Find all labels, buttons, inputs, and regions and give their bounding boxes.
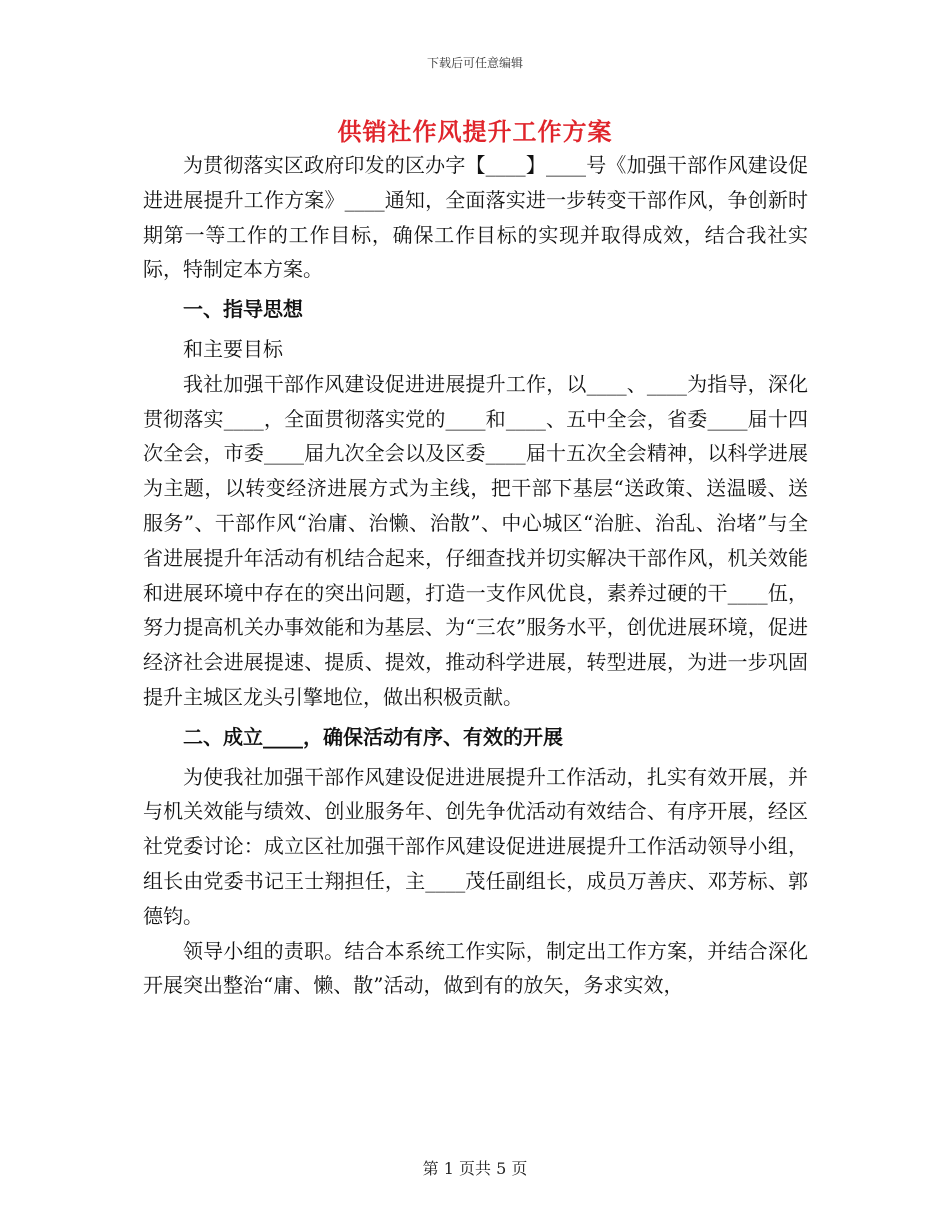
paragraph-leading-group: 为使我社加强干部作风建设促进进展提升工作活动，扎实有效开展，并与机关效能与绩效、创业服务年、创先争优活动有效结合、有序开展，经区社党委讨论：成立区社加强干部作风建设促进进展提升工作活动领导小组，组长由党委书记王士翔担任，主____茂任副组长，成员万善庆、邓芳标、郭德钧。 (143, 764, 808, 928)
section-heading-guiding-ideology: 一、指导思想 (183, 297, 303, 322)
document-body (143, 148, 808, 1003)
paragraph-guiding-ideology-body: 我社加强干部作风建设促进进展提升工作，以____、____为指导，深化贯彻落实____，全面贯彻落实党的____和____、五中全会，省委____届十四次全会，市委____届九次全会以及区委____届十五次全会精神，以科学进展为主题，以转变经济进展方式为主线，把干部下基层“送政策、送温暖、送服务”、干部作风“治庸、治懒、治散”、中心城区“治脏、治乱、治堵”与全省进展提升年活动有机结合起来，仔细查找并切实解决干部作风，机关效能和进展环境中存在的突出问题，打造一支作风优良，素养过硬的干____伍，努力提高机关办事效能和为基层、为“三农”服务水平，创优进展环境，促进经济社会进展提速、提质、提效，推动科学进展，转型进展，为进一步巩固提升主城区龙头引擎地位，做出积极贡献。 (143, 371, 808, 709)
page-footer: 第 1 页共 5 页 (422, 1159, 528, 1178)
paragraph-main-goals-label: 和主要目标 (183, 336, 283, 361)
header-note: 下载后可任意编辑 (426, 56, 523, 70)
paragraph-group-duties: 领导小组的责职。结合本系统工作实际，制定出工作方案，并结合深化开展突出整治“庸、懒、散”活动，做到有的放矢，务求实效， (143, 938, 808, 998)
page-title: 供销社作风提升工作方案 (337, 117, 613, 146)
paragraph-intro: 为贯彻落实区政府印发的区办字【____】____号《加强干部作风建设促进进展提升工作方案》____通知，全面落实进一步转变干部作风，争创新时期第一等工作的工作目标，确保工作目标的实现并取得成效，结合我社实际，特制定本方案。 (143, 153, 808, 282)
section-heading-establish: 二、成立____，确保活动有序、有效的开展 (183, 724, 563, 749)
